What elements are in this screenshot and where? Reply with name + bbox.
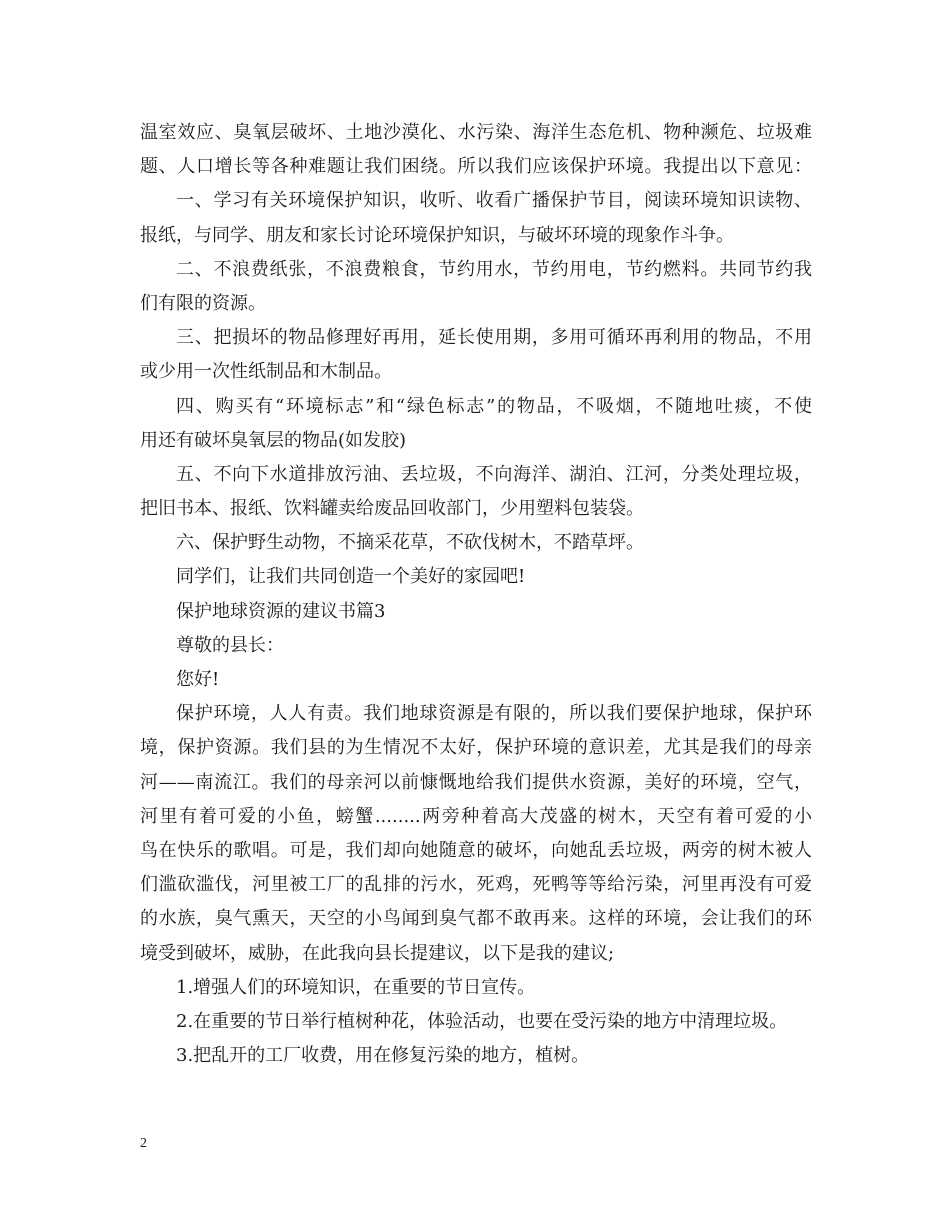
text-line: 温室效应、臭氧层破坏、土地沙漠化、水污染、海洋生态危机、物种濒危、垃圾难 (140, 122, 812, 143)
text-line: 同学们，让我们共同创造一个美好的家园吧! (176, 566, 526, 588)
text-line: 们有限的资源。 (140, 292, 266, 314)
text-line: 河——南流江。我们的母亲河以前慷慨地给我们提供水资源，美好的环境，空气， (140, 771, 812, 793)
text-line: 境，保护资源。我们县的为生情况不太好，保护环境的意识差，尤其是我们的母亲 (140, 737, 812, 759)
section-heading: 保护地球资源的建议书篇3 (176, 600, 386, 622)
greeting: 您好! (176, 669, 220, 690)
text-line: 六、保护野生动物，不摘采花草，不砍伐树木，不踏草坪。 (176, 532, 644, 554)
text-line: 报纸，与同学、朋友和家长讨论环境保护知识，与破坏环境的现象作斗争。 (140, 224, 734, 246)
text-line: 四、购买有“环境标志”和“绿色标志”的物品，不吸烟，不随地吐痰，不使 (176, 395, 812, 417)
page-number: 2 (140, 1136, 147, 1151)
text-line: 境受到破坏，威胁，在此我向县长提建议，以下是我的建议; (140, 942, 615, 964)
text-line: 题、人口增长等各种难题让我们困绕。所以我们应该保护环境。我提出以下意见： (140, 156, 812, 178)
list-item: 3.把乱开的工厂收费，用在修复污染的地方，植树。 (176, 1045, 590, 1067)
text-line: 三、把损坏的物品修理好再用，延长使用期，多用可循环再利用的物品，不用 (176, 327, 812, 349)
text-line: 一、学习有关环境保护知识，收听、收看广播保护节目，阅读环境知识读物、 (176, 190, 812, 212)
text-line: 把旧书本、报纸、饮料罐卖给废品回收部门，少用塑料包装袋。 (140, 498, 644, 520)
document-body (140, 116, 812, 1073)
salutation: 尊敬的县长： (176, 634, 284, 656)
text-line: 鸟在快乐的歌唱。可是，我们却向她随意的破坏，向她乱丢垃圾，两旁的树木被人 (140, 839, 812, 861)
text-line: 用还有破坏臭氧层的物品(如发胶) (140, 429, 407, 451)
text-line: 保护环境，人人有责。我们地球资源是有限的，所以我们要保护地球，保护环 (176, 703, 812, 725)
text-line: 们滥砍滥伐，河里被工厂的乱排的污水，死鸡，死鸭等等给污染，河里再没有可爱 (140, 874, 812, 896)
text-line: 的水族，臭气熏天，天空的小鸟闻到臭气都不敢再来。这样的环境，会让我们的环 (140, 908, 812, 930)
list-item: 1.增强人们的环境知识，在重要的节日宣传。 (176, 976, 536, 998)
text-line: 二、不浪费纸张，不浪费粮食，节约用水，节约用电，节约燃料。共同节约我 (176, 258, 812, 280)
text-line: 五、不向下水道排放污油、丢垃圾，不向海洋、湖泊、江河，分类处理垃圾， (176, 463, 812, 485)
text-line: 河里有着可爱的小鱼，螃蟹........两旁种着高大茂盛的树木，天空有着可爱的小 (140, 805, 812, 827)
text-line: 或少用一次性纸制品和木制品。 (140, 361, 392, 383)
list-item: 2.在重要的节日举行植树种花，体验活动，也要在受污染的地方中清理垃圾。 (176, 1010, 788, 1032)
